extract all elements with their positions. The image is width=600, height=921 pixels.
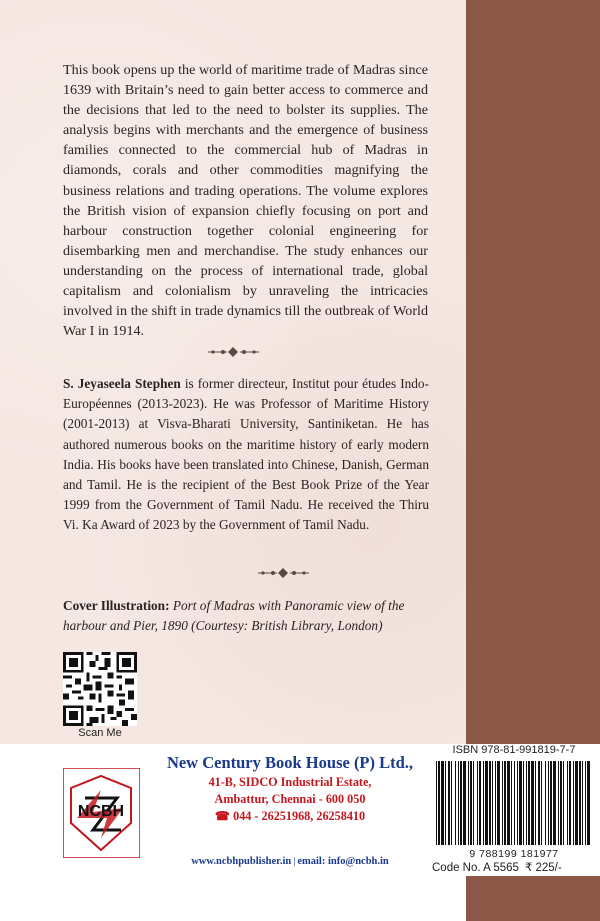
isbn-barcode [430,759,596,849]
ornament-divider [0,345,466,359]
phone-icon: ☎ [214,809,231,823]
code-number: Code No. A 5565 [432,862,519,874]
book-blurb: This book opens up the world of maritime trade of Madras since 1639 with Britain’s need to gain better access to commerce and the decisions that led to the need to bolster its supplies. The analysis begins with merchants and the emergence of business families connected to the commercial hub of Madras in diamonds, corals and other commodities magnifying the business relations and trading operations. The volume explores the British vision of expansion chiefly focusing on port and harbour construction together colonial engineering for disembarking men and merchandise. The study enhances our understanding on the process of international trade, global capitalism and colonialism by unraveling the intricacies involved in the shift in trade dynamics till the outbreak of World War I in 1914. [63,62,428,340]
barcode-digits: 9 788199 181977 [469,848,559,860]
publisher-contact: www.ncbhpublisher.in | email: info@ncbh.in [191,856,389,867]
author-name: S. Jeyaseela Stephen [63,376,181,391]
publisher-phone-line [150,808,430,825]
qr-code-icon [63,652,137,726]
publisher-website-link[interactable]: www.ncbhpublisher.in [191,856,292,867]
publisher-email-link[interactable]: email: info@ncbh.in [297,856,389,867]
ornament-divider [0,566,466,580]
isbn-label: ISBN 978-81-991819-7-7 [452,744,576,756]
author-bio-text: is former directeur, Institut pour études Indo-Européennes (2013-2023). He was Professor of Maritime History (2001-2013) at Visva-Bharati University, Santiniketan. He has authored numerous books on the maritime history of early modern India. His books have been translated into Chinese, Danish, German and Tamil. He is the recipient of the Best Book Prize of the Year 1999 from the Government of Tamil Nadu. He received the Thiru Vi. Ka Award of 2023 by the Government of Tamil Nadu. [63,376,429,533]
publisher-phone: 044 - 26251968, 26258410 [233,809,366,823]
cover-illustration-credit [63,596,429,636]
price: ₹ 225/- [524,862,562,874]
ncbh-logo [63,768,140,858]
qr-code[interactable] [63,652,137,726]
scan-me-label: Scan Me [78,727,122,739]
publisher-address-line2: Ambattur, Chennai - 600 050 [214,792,366,806]
code-and-price [430,860,600,876]
cover-illustration-text: Port of Madras with Panoramic view of the harbour and Pier, 1890 (Courtesy: British Library, London) [63,598,405,633]
publisher-name: New Century Book House (P) Ltd., [166,753,414,772]
logo-text: NCBH [77,803,125,820]
cover-illustration-label: Cover Illustration: [63,598,170,613]
publisher-address-line1: 41-B, SIDCO Industrial Estate, [208,775,372,789]
publisher-block [150,752,430,825]
author-bio [63,374,429,536]
